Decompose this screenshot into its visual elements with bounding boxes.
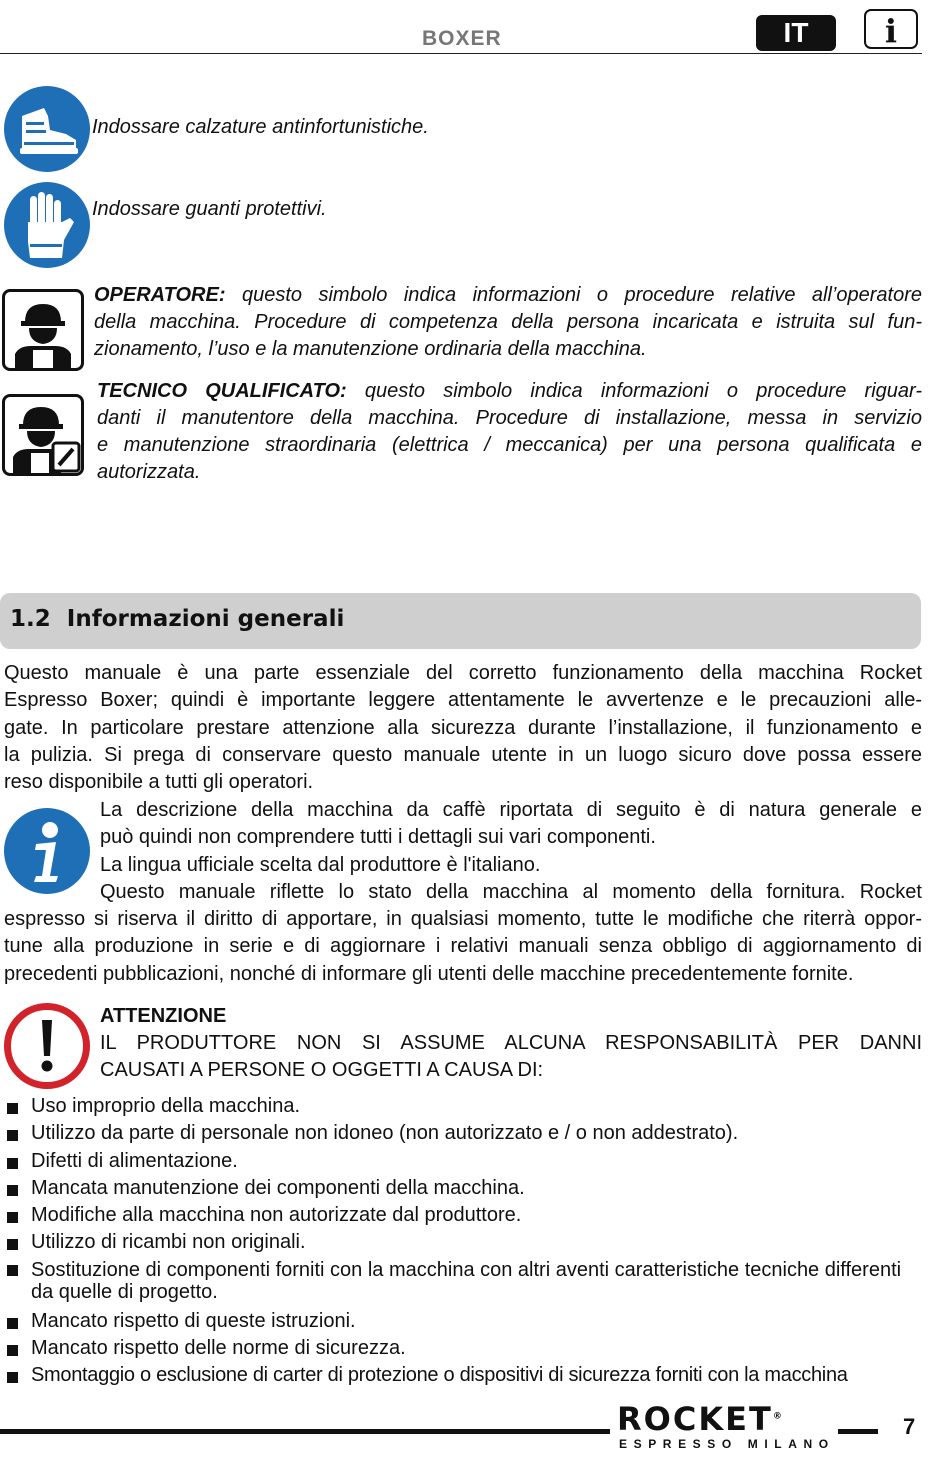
- list-item: Modifiche alla macchina non autorizzate dal produttore.: [4, 1202, 922, 1229]
- info-continuation: espresso si riserva il diritto di apportare, in qualsiasi momento, tutte le modifiche che riterrà oppor- tune alla produzione in serie e di aggiornare i relativi manuali senza obbligo di aggiornamento di precedenti pubblicazioni, nonché di informare gli utenti delle macchine precedentemente fornite.: [4, 908, 922, 985]
- bullet-square-icon: [7, 1265, 18, 1276]
- page-number: 7: [903, 1414, 916, 1439]
- list-item: Utilizzo da parte di personale non idoneo (non autorizzato e / o non addestrato).: [4, 1120, 922, 1147]
- bullet-square-icon: [7, 1239, 18, 1250]
- list-item: Uso improprio della macchina.: [4, 1093, 922, 1120]
- bullet-square-icon: [7, 1345, 18, 1356]
- shoes-instruction: Indossare calzature antinfortunistiche.: [92, 116, 429, 138]
- bullet-square-icon: [7, 1103, 18, 1114]
- qualified-technician-icon: [2, 394, 84, 476]
- warning-exclamation-icon: [4, 1003, 90, 1089]
- list-item: Utilizzo di ricambi non originali.: [4, 1229, 922, 1256]
- list-item: Mancato rispetto delle norme di sicurezza.: [4, 1335, 922, 1362]
- document-title: BOXER: [422, 27, 502, 50]
- bullet-square-icon: [7, 1185, 18, 1196]
- header-divider: [0, 53, 922, 54]
- safety-shoes-icon: [4, 86, 90, 172]
- operator-label: OPERATORE:: [94, 284, 226, 306]
- bullet-square-icon: [7, 1318, 18, 1329]
- rocket-logo: ROCKET®: [617, 1400, 784, 1438]
- bullet-square-icon: [7, 1372, 18, 1383]
- technician-description: TECNICO QUALIFICATO: questo simbolo indica informazioni o procedure riguar- danti il manutentore della macchina. Procedure di installazione, messa in servizio e manutenzione straordinaria (elettrica / meccanica) per una persona qualificata e autorizzata.: [97, 380, 922, 483]
- list-item: Sostituzione di componenti forniti con la macchina con altri aventi caratteristiche tecniche differenti da quelle di progetto.: [4, 1257, 922, 1308]
- list-item: Mancato rispetto di queste istruzioni.: [4, 1308, 922, 1335]
- section-title: 1.2 Informazioni generali: [10, 606, 345, 632]
- protective-gloves-icon: [4, 182, 90, 268]
- warning-text: IL PRODUTTORE NON SI ASSUME ALCUNA RESPONSABILITÀ PER DANNI CAUSATI A PERSONE O OGGETTI A CAUSA DI:: [100, 1032, 922, 1082]
- list-item: Difetti di alimentazione.: [4, 1148, 922, 1175]
- operator-description: OPERATORE: questo simbolo indica informazioni o procedure relative all’operatore della macchina. Procedure di competenza della persona incaricata e istruita sul fun- zionamento, l’uso e la manutenzione ordinaria della macchina.: [94, 284, 922, 360]
- bullet-square-icon: [7, 1158, 18, 1169]
- rocket-logo-subtitle: ESPRESSO MILANO: [619, 1437, 835, 1451]
- warning-title: ATTENZIONE: [100, 1005, 227, 1027]
- info-header-icon: [864, 9, 918, 49]
- bullet-square-icon: [7, 1212, 18, 1223]
- info-paragraph: La descrizione della macchina da caffè riportata di seguito è di natura generale e può quindi non comprendere tutti i dettagli sui vari componenti. La lingua ufficiale scelta dal produttore è l'italiano. Questo manuale riflette lo stato della macchina al momento della fornitura. Rocket: [100, 799, 922, 903]
- technician-label: TECNICO QUALIFICATO:: [97, 380, 347, 402]
- gloves-instruction: Indossare guanti protettivi.: [92, 198, 327, 220]
- liability-list: [4, 1093, 922, 1390]
- footer-rule-right: [838, 1429, 878, 1434]
- operator-icon: [2, 289, 84, 371]
- list-item: Smontaggio o esclusione di carter di protezione o dispositivi di sicurezza forniti con la macchina: [4, 1362, 922, 1389]
- intro-paragraph: Questo manuale è una parte essenziale del corretto funzionamento della macchina Rocket Espresso Boxer; quindi è importante leggere attentamente le avvertenze e le precauzioni alle- gate. In particolare prestare attenzione alla sicurezza durante l’installazione, il funzionamento e la pulizia. Si prega di conservare questo manuale utente in un luogo sicuro dove possa essere reso disponibile a tutti gli operatori.: [4, 662, 922, 794]
- footer-rule-left: [0, 1429, 610, 1434]
- info-icon: [4, 808, 90, 894]
- bullet-square-icon: [7, 1130, 18, 1141]
- language-badge: IT: [756, 15, 836, 51]
- list-item: Mancata manutenzione dei componenti della macchina.: [4, 1175, 922, 1202]
- info-glyph: i: [884, 12, 898, 50]
